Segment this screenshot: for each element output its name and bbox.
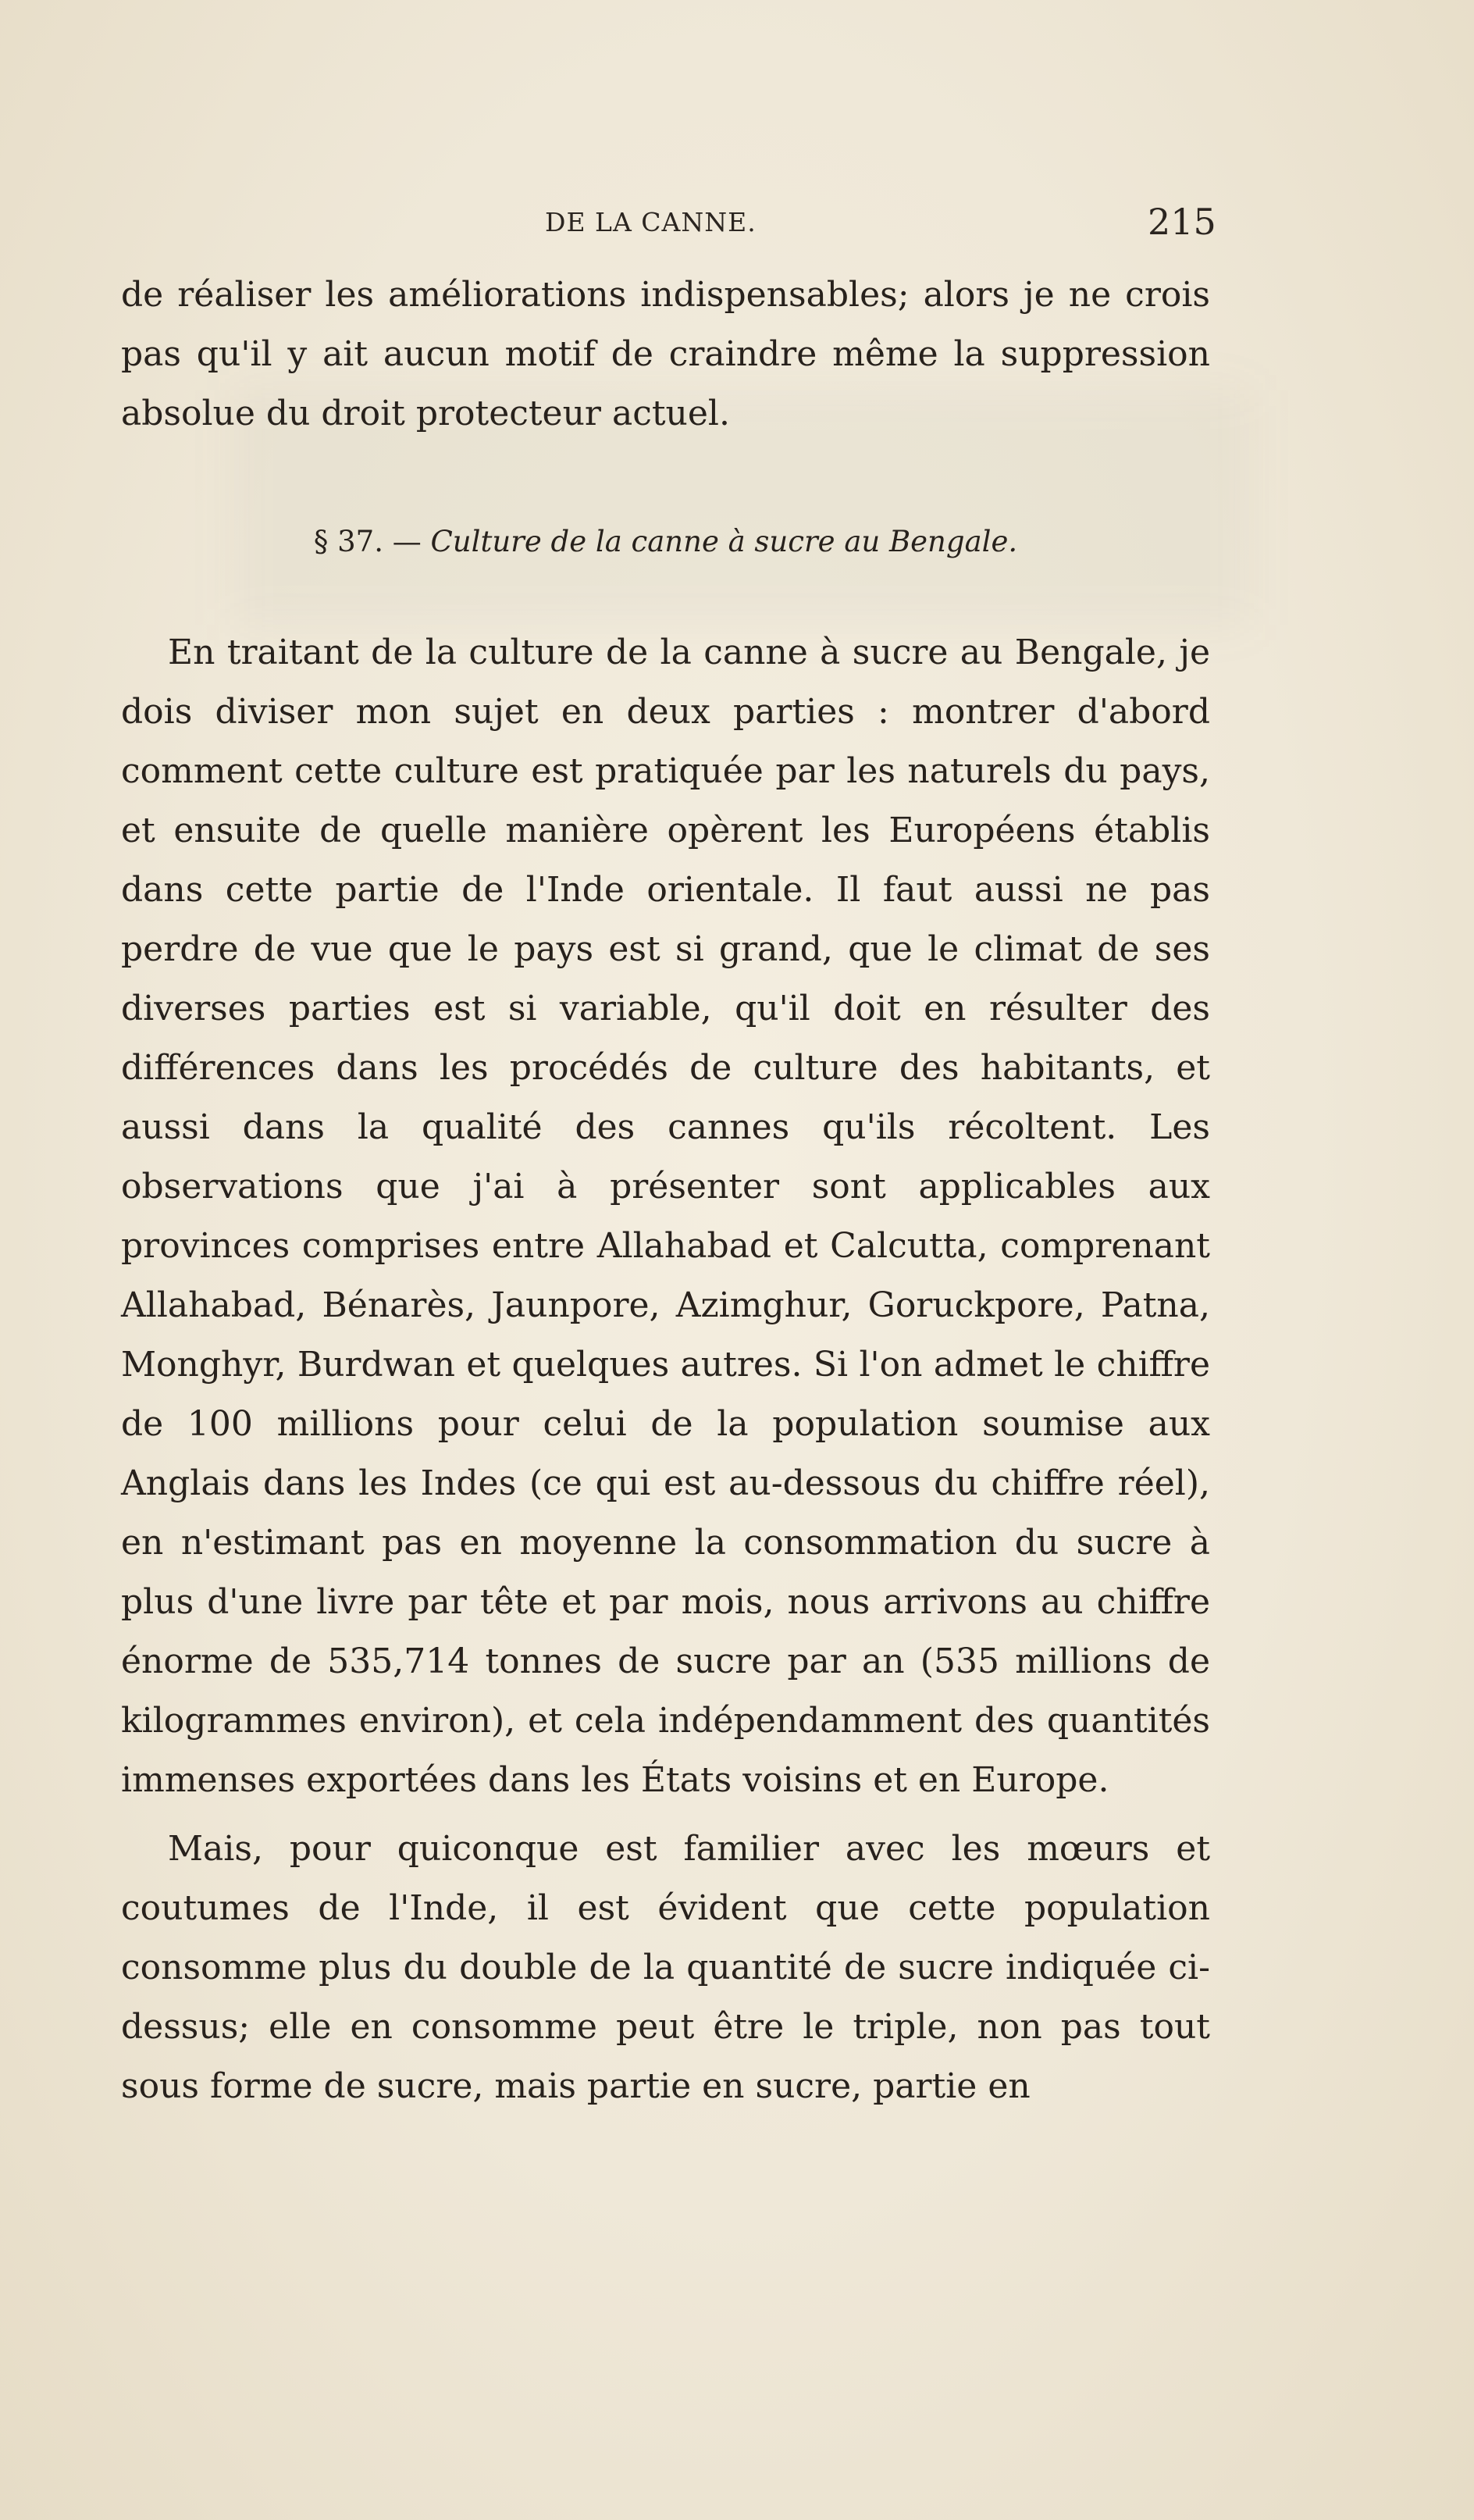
- section-number: § 37. —: [313, 525, 422, 558]
- section-heading: [121, 525, 1210, 558]
- running-head: DE LA CANNE.: [545, 207, 757, 237]
- section-title: Culture de la canne à sucre au Bengale.: [430, 525, 1018, 558]
- paragraph-continuation: de réaliser les améliorations indispensables; alors je ne crois pas qu'il y ait aucun motif de craindre même la suppression absolue du droit protecteur actuel.: [121, 275, 1210, 433]
- page-header: [0, 201, 1474, 254]
- page-number: 215: [1148, 201, 1216, 243]
- paragraph-bengal-culture: En traitant de la culture de la canne à sucre au Bengale, je dois diviser mon sujet en deux parties : montrer d'abord comment cette culture est pratiquée par les naturels du pays, et ensuite de quelle manière opèrent les Européens établis dans cette partie de l'Inde orientale. Il faut aussi ne pas perdre de vue que le pays est si grand, que le climat de ses diverses parties est si variable, qu'il doit en résulter des différences dans les procédés de culture des habitants, et aussi dans la qualité des cannes qu'ils récoltent. Les observations que j'ai à présenter sont applicables aux provinces comprises entre Allahabad et Calcutta, comprenant Allahabad, Bénarès, Jaunpore, Azimghur, Goruckpore, Patna, Monghyr, Burdwan et quelques autres. Si l'on admet le chiffre de 100 millions pour celui de la population soumise aux Anglais dans les Indes (ce qui est au-dessous du chiffre réel), en n'estimant pas en moyenne la consommation du sucre à plus d'une livre par tête et par mois, nous arrivons au chiffre énorme de 535,714 tonnes de sucre par an (535 millions de kilogrammes environ), et cela indépendamment des quantités immenses exportées dans les États voisins et en Europe.: [121, 633, 1210, 1800]
- paragraph-consumption: Mais, pour quiconque est familier avec les mœurs et coutumes de l'Inde, il est évident que cette population consomme plus du double de la quantité de sucre indiquée ci-dessus; elle en consomme peut être le triple, non pas tout sous forme de sucre, mais partie en sucre, partie en: [121, 1829, 1210, 2106]
